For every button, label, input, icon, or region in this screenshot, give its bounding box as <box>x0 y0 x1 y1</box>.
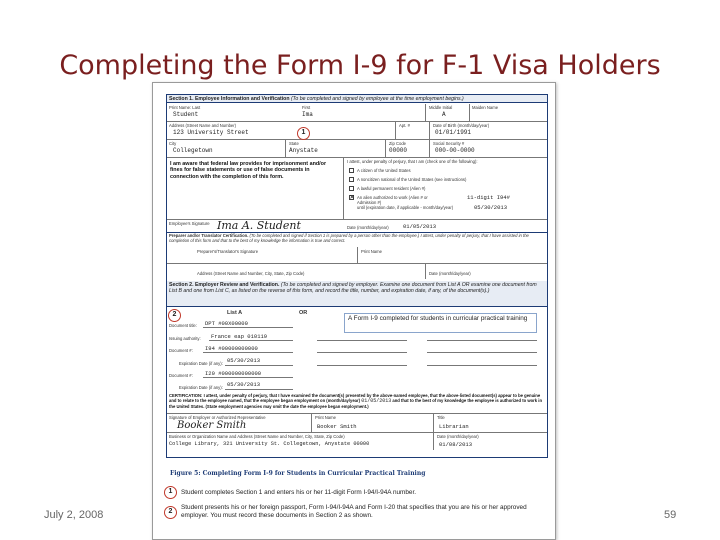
employee-signature-label: Employee's Signature <box>169 221 210 226</box>
middle-initial-value: A <box>442 111 446 118</box>
divider <box>167 413 547 414</box>
apt-label: Apt. # <box>399 123 410 128</box>
callout-box: A Form I-9 completed for students in curricular practical training <box>344 313 537 333</box>
city-value: Collegetown <box>173 147 213 154</box>
legend-1-icon: 1 <box>164 486 177 499</box>
doc-title-value: DPT #00X00000 <box>205 320 248 327</box>
divider <box>203 352 293 353</box>
or-label: OR <box>299 310 308 316</box>
doc2-number-value: I20 #000000000000 <box>205 370 262 377</box>
exp2-date-value: 05/30/2013 <box>227 381 261 388</box>
divider <box>167 157 547 158</box>
legend-item <box>164 486 554 499</box>
marker-2-icon: 2 <box>168 309 181 322</box>
first-name-value: Ima <box>302 111 313 118</box>
until-label: until (expiration date, if applicable - month/day/year) <box>357 205 454 210</box>
divider <box>225 365 293 366</box>
alien-authorized-checkbox[interactable] <box>349 195 354 200</box>
dob-label: Date of Birth (month/day/year) <box>433 123 490 128</box>
divider <box>317 365 407 366</box>
business-label: Business or Organization Name and Address (Street Name and Number, City, State, Zip Code) <box>169 434 345 439</box>
section1-heading: Section 1. Employee Information and Verification (To be completed and signed by employee at the time employment begins.) <box>167 95 547 103</box>
divider <box>385 140 386 157</box>
divider <box>429 122 430 157</box>
sig-date-value: 01/05/2013 <box>403 223 437 230</box>
divider <box>425 263 426 279</box>
legend-2-icon: 2 <box>164 506 177 519</box>
divider <box>427 340 537 341</box>
form-i9 <box>166 94 548 458</box>
divider <box>167 432 547 433</box>
divider <box>167 139 547 140</box>
option-citizen: A citizen of the United States <box>357 168 411 173</box>
legend-item <box>164 504 554 520</box>
divider <box>425 104 426 121</box>
ssn-label: Social Security # <box>433 141 465 146</box>
state-value: Anystate <box>289 147 318 154</box>
sig-date-label: Date (month/day/year) <box>347 225 389 230</box>
title-label: Title <box>437 415 445 420</box>
ssn-value: 000-00-0000 <box>435 147 475 154</box>
divider <box>167 121 547 122</box>
preparer-signature-label: Preparer's/Translator's Signature <box>197 249 259 254</box>
preparer-date-label: Date (month/day/year) <box>429 271 471 276</box>
divider <box>225 389 293 390</box>
employer-sig-label: Signature of Employer or Authorized Representative <box>169 415 266 420</box>
divider <box>395 122 396 139</box>
middle-label: Middle Initial <box>429 105 453 110</box>
exp-label: Expiration Date (if any): <box>179 361 223 366</box>
zip-label: Zip Code <box>389 141 406 146</box>
divider <box>209 340 293 341</box>
maiden-label: Maiden Name <box>472 105 499 110</box>
slide-date: July 2, 2008 <box>44 509 104 521</box>
divider <box>317 340 407 341</box>
attest-intro: I attest, under penalty of perjury, that I am (check one of the following): <box>347 159 478 164</box>
marker-1-icon: 1 <box>297 127 310 140</box>
list-a-label: List A <box>227 310 243 316</box>
employer-print-label: Print Name <box>315 415 336 420</box>
divider <box>357 247 358 263</box>
doc-number-value: I94 #00000000000 <box>205 345 258 352</box>
section2-heading: Section 2. Employer Review and Verification. (To be completed and signed by employer. Examine one document from List A OR examine one document from List B and one from List C, as listed on the reverse of this form, and record the title, number, and expiration date, if any, of the document(s).) <box>167 281 547 307</box>
state-label: State <box>289 141 299 146</box>
divider <box>317 352 407 353</box>
divider <box>167 263 547 264</box>
last-name-value: Student <box>173 111 199 118</box>
perjury-warning: I am aware that federal law provides for imprisonment and/or fines for false statements or use of false documents in connection with the completion of this form. <box>170 161 327 180</box>
divider <box>285 140 286 157</box>
divider <box>203 377 293 378</box>
preparer-print-label: Print Name <box>361 249 382 254</box>
legend-text: Student completes Section 1 and enters his or her 11-digit Form I-94/I-94A number. <box>181 488 417 496</box>
preparer-address-label: Address (Street Name and Number, City, State, Zip Code) <box>197 271 305 276</box>
until-date-value: 05/30/2013 <box>474 204 508 211</box>
divider <box>427 365 537 366</box>
legend-text: Student presents his or her foreign passport, Form I-94/I-94A and Form I-20 that specifies that you are his or her approved employer. You must record these documents in Section 2 as shown. <box>181 504 527 519</box>
issuing-label: Issuing authority: <box>169 336 201 341</box>
business-date-value: 01/08/2013 <box>439 441 473 448</box>
employer-print-value: Booker Smith <box>317 423 357 430</box>
divider <box>433 413 434 450</box>
divider <box>311 413 312 432</box>
issuing-value: France eap 010119 <box>211 333 268 340</box>
preparer-heading: Preparer and/or Translator Certification. (To be completed and signed if Section 1 is prepared by a person other than the employee.) I attest, under penalty of perjury, that I have assisted in the completion of this form and that to the best of my knowledge the information is true and correct. <box>169 233 529 243</box>
alien-number-value: 11-digit I94# <box>467 194 510 201</box>
business-value: College Library, 321 University St. Collegetown, Anystate 00000 <box>169 441 370 447</box>
divider <box>343 157 344 219</box>
divider <box>203 327 293 328</box>
city-label: City <box>169 141 177 146</box>
slide-page-number: 59 <box>664 509 677 521</box>
exp-date-value: 05/30/2013 <box>227 357 261 364</box>
doc-number-label: Document #: <box>169 348 193 353</box>
print-name-label: Print Name: Last <box>169 105 201 110</box>
title-value: Librarian <box>439 423 469 430</box>
address-value: 123 University Street <box>173 129 249 136</box>
zip-value: 00000 <box>389 147 408 154</box>
first-label: First <box>302 105 311 110</box>
exp2-label: Expiration Date (if any): <box>179 385 223 390</box>
employer-signature: Booker Smith <box>177 420 247 431</box>
doc2-number-label: Document #: <box>169 373 193 378</box>
divider <box>469 104 470 121</box>
figure-caption: Figure 5: Completing Form I-9 for Students in Curricular Practical Training <box>170 470 426 477</box>
certification-text: CERTIFICATION: I attest, under penalty of perjury, that I have examined the document(s) presented by the above-named employee, that the above-listed document(s) appear to be genuine and to relate to the employee named, that the employee began employment on (month/day/year) 01/05/2013 and that to the best of my knowledge the employee is authorized to work in the United States. (State employment agencies may omit the date the employee began employment.) <box>169 393 543 409</box>
business-date-label: Date (month/day/year) <box>437 434 479 439</box>
option-permanent-resident: A lawful permanent resident (Alien #) <box>357 186 426 191</box>
citizen-checkbox[interactable] <box>349 168 354 173</box>
permanent-resident-checkbox[interactable] <box>349 186 354 191</box>
noncitizen-national-checkbox[interactable] <box>349 177 354 182</box>
doc-title-label: Document title: <box>169 323 197 328</box>
divider <box>427 352 537 353</box>
dob-value: 01/01/1991 <box>435 129 472 136</box>
option-noncitizen-national: A noncitizen national of the United States (see instructions) <box>357 177 467 182</box>
address-label: Address (Street Name and Number) <box>169 123 237 128</box>
option-alien-authorized: An alien authorized to work (Alien # or Admission #) <box>357 195 428 205</box>
slide-title: Completing the Form I-9 for F-1 Visa Holders <box>59 50 661 81</box>
employee-signature: Ima A. Student <box>217 219 301 232</box>
